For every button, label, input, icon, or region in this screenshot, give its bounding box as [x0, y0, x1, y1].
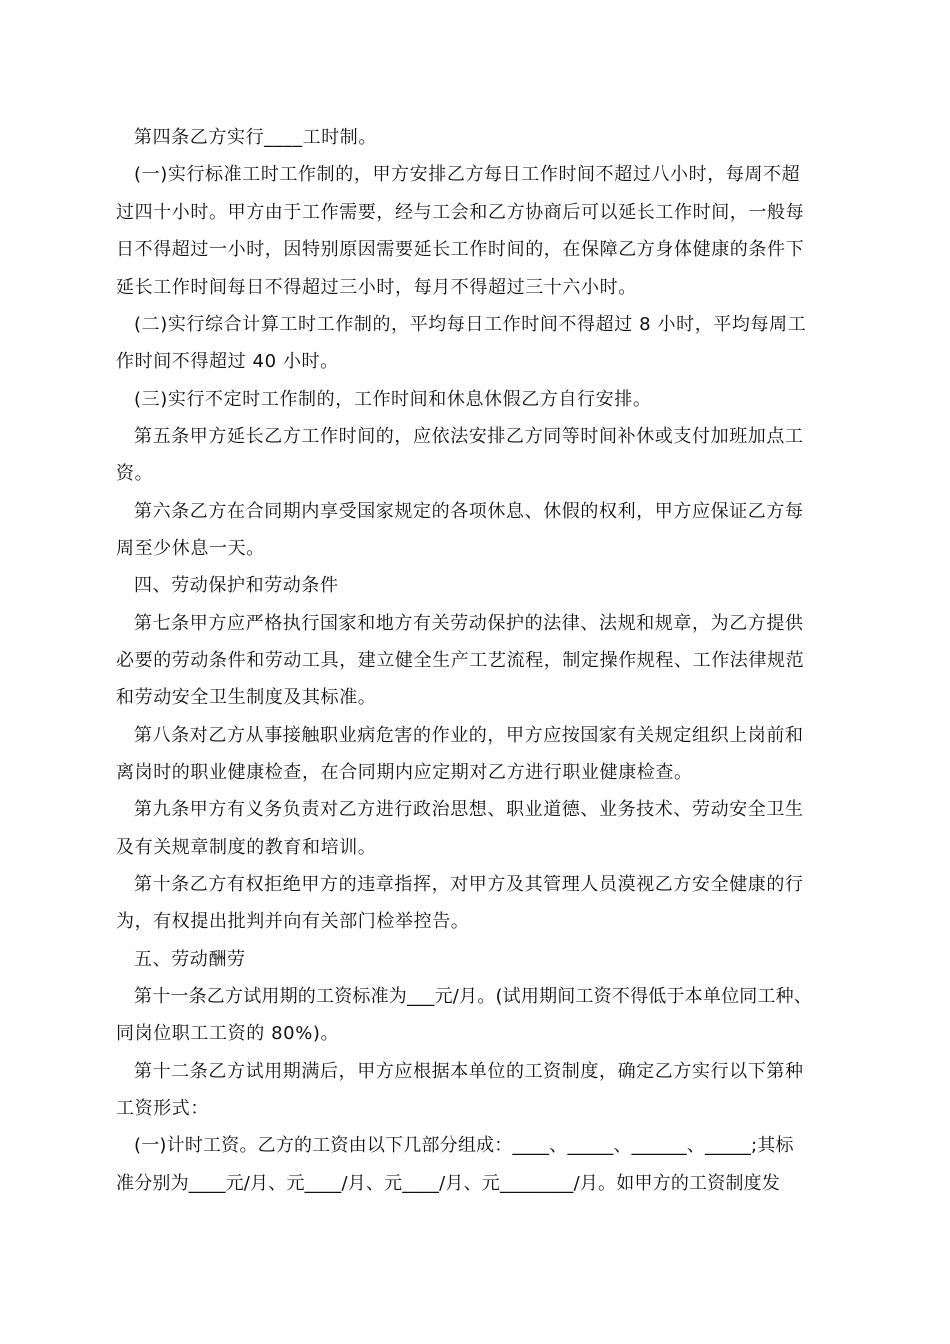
- text-line: 过四十小时。甲方由于工作需要，经与工会和乙方协商后可以延长工作时间，一般每: [116, 202, 805, 223]
- text-line: (二)实行综合计算工时工作制的，平均每日工作时间不得超过 8 小时，平均每周工: [134, 314, 807, 335]
- section-heading: 四、劳动保护和劳动条件: [134, 575, 339, 596]
- text-line: 为，有权提出批判并向有关部门检举控告。: [116, 911, 470, 932]
- text-line: 第九条甲方有义务负责对乙方进行政治思想、职业道德、业务技术、劳动安全卫生: [134, 799, 804, 820]
- text-line: 离岗时的职业健康检查，在合同期内应定期对乙方进行职业健康检查。: [116, 762, 693, 783]
- text-line: 延长工作时间每日不得超过三小时，每月不得超过三十六小时。: [116, 277, 637, 298]
- text-line: 第六条乙方在合同期内享受国家规定的各项休息、休假的权利，甲方应保证乙方每: [134, 501, 804, 522]
- text-line: 资。: [116, 463, 154, 484]
- text-line: 第十二条乙方试用期满后，甲方应根据本单位的工资制度，确定乙方实行以下第种: [134, 1061, 804, 1082]
- text-line: 第四条乙方实行____工时制。: [134, 127, 377, 148]
- text-line: 第十条乙方有权拒绝甲方的违章指挥，对甲方及其管理人员漠视乙方安全健康的行: [134, 874, 804, 895]
- text-line: 第七条甲方应严格执行国家和地方有关劳动保护的法律、法规和规章，为乙方提供: [134, 613, 804, 634]
- text-line: (三)实行不定时工作制的，工作时间和休息休假乙方自行安排。: [134, 389, 652, 410]
- text-line: 第八条对乙方从事接触职业病危害的作业的，甲方应按国家有关规定组织上岗前和: [134, 725, 804, 746]
- text-line: 工资形式：: [116, 1098, 209, 1119]
- text-line: 作时间不得超过 40 小时。: [116, 351, 339, 372]
- text-line: (一)计时工资。乙方的工资由以下几部分组成：____、_____、______、_____;其标: [134, 1135, 794, 1156]
- text-line: 同岗位职工工资的 80%)。: [116, 1023, 340, 1044]
- text-line: 第五条甲方延长乙方工作时间的，应依法安排乙方同等时间补休或支付加班加点工: [134, 426, 804, 447]
- text-line: 和劳动安全卫生制度及其标准。: [116, 687, 377, 708]
- text-line: 准分别为____元/月、元____/月、元____/月、元________/月。如甲方的工资制度发: [116, 1173, 781, 1194]
- text-line: 日不得超过一小时，因特别原因需要延长工作时间的，在保障乙方身体健康的条件下: [116, 239, 805, 260]
- text-line: 及有关规章制度的教育和培训。: [116, 837, 377, 858]
- text-line: (一)实行标准工时工作制的，甲方安排乙方每日工作时间不超过八小时，每周不超: [134, 164, 801, 185]
- text-line: 第十一条乙方试用期的工资标准为___元/月。(试用期间工资不得低于本单位同工种、: [134, 986, 813, 1007]
- section-heading: 五、劳动酬劳: [134, 949, 246, 970]
- text-line: 必要的劳动条件和劳动工具，建立健全生产工艺流程，制定操作规程、工作法律规范: [116, 650, 805, 671]
- text-line: 周至少休息一天。: [116, 538, 265, 559]
